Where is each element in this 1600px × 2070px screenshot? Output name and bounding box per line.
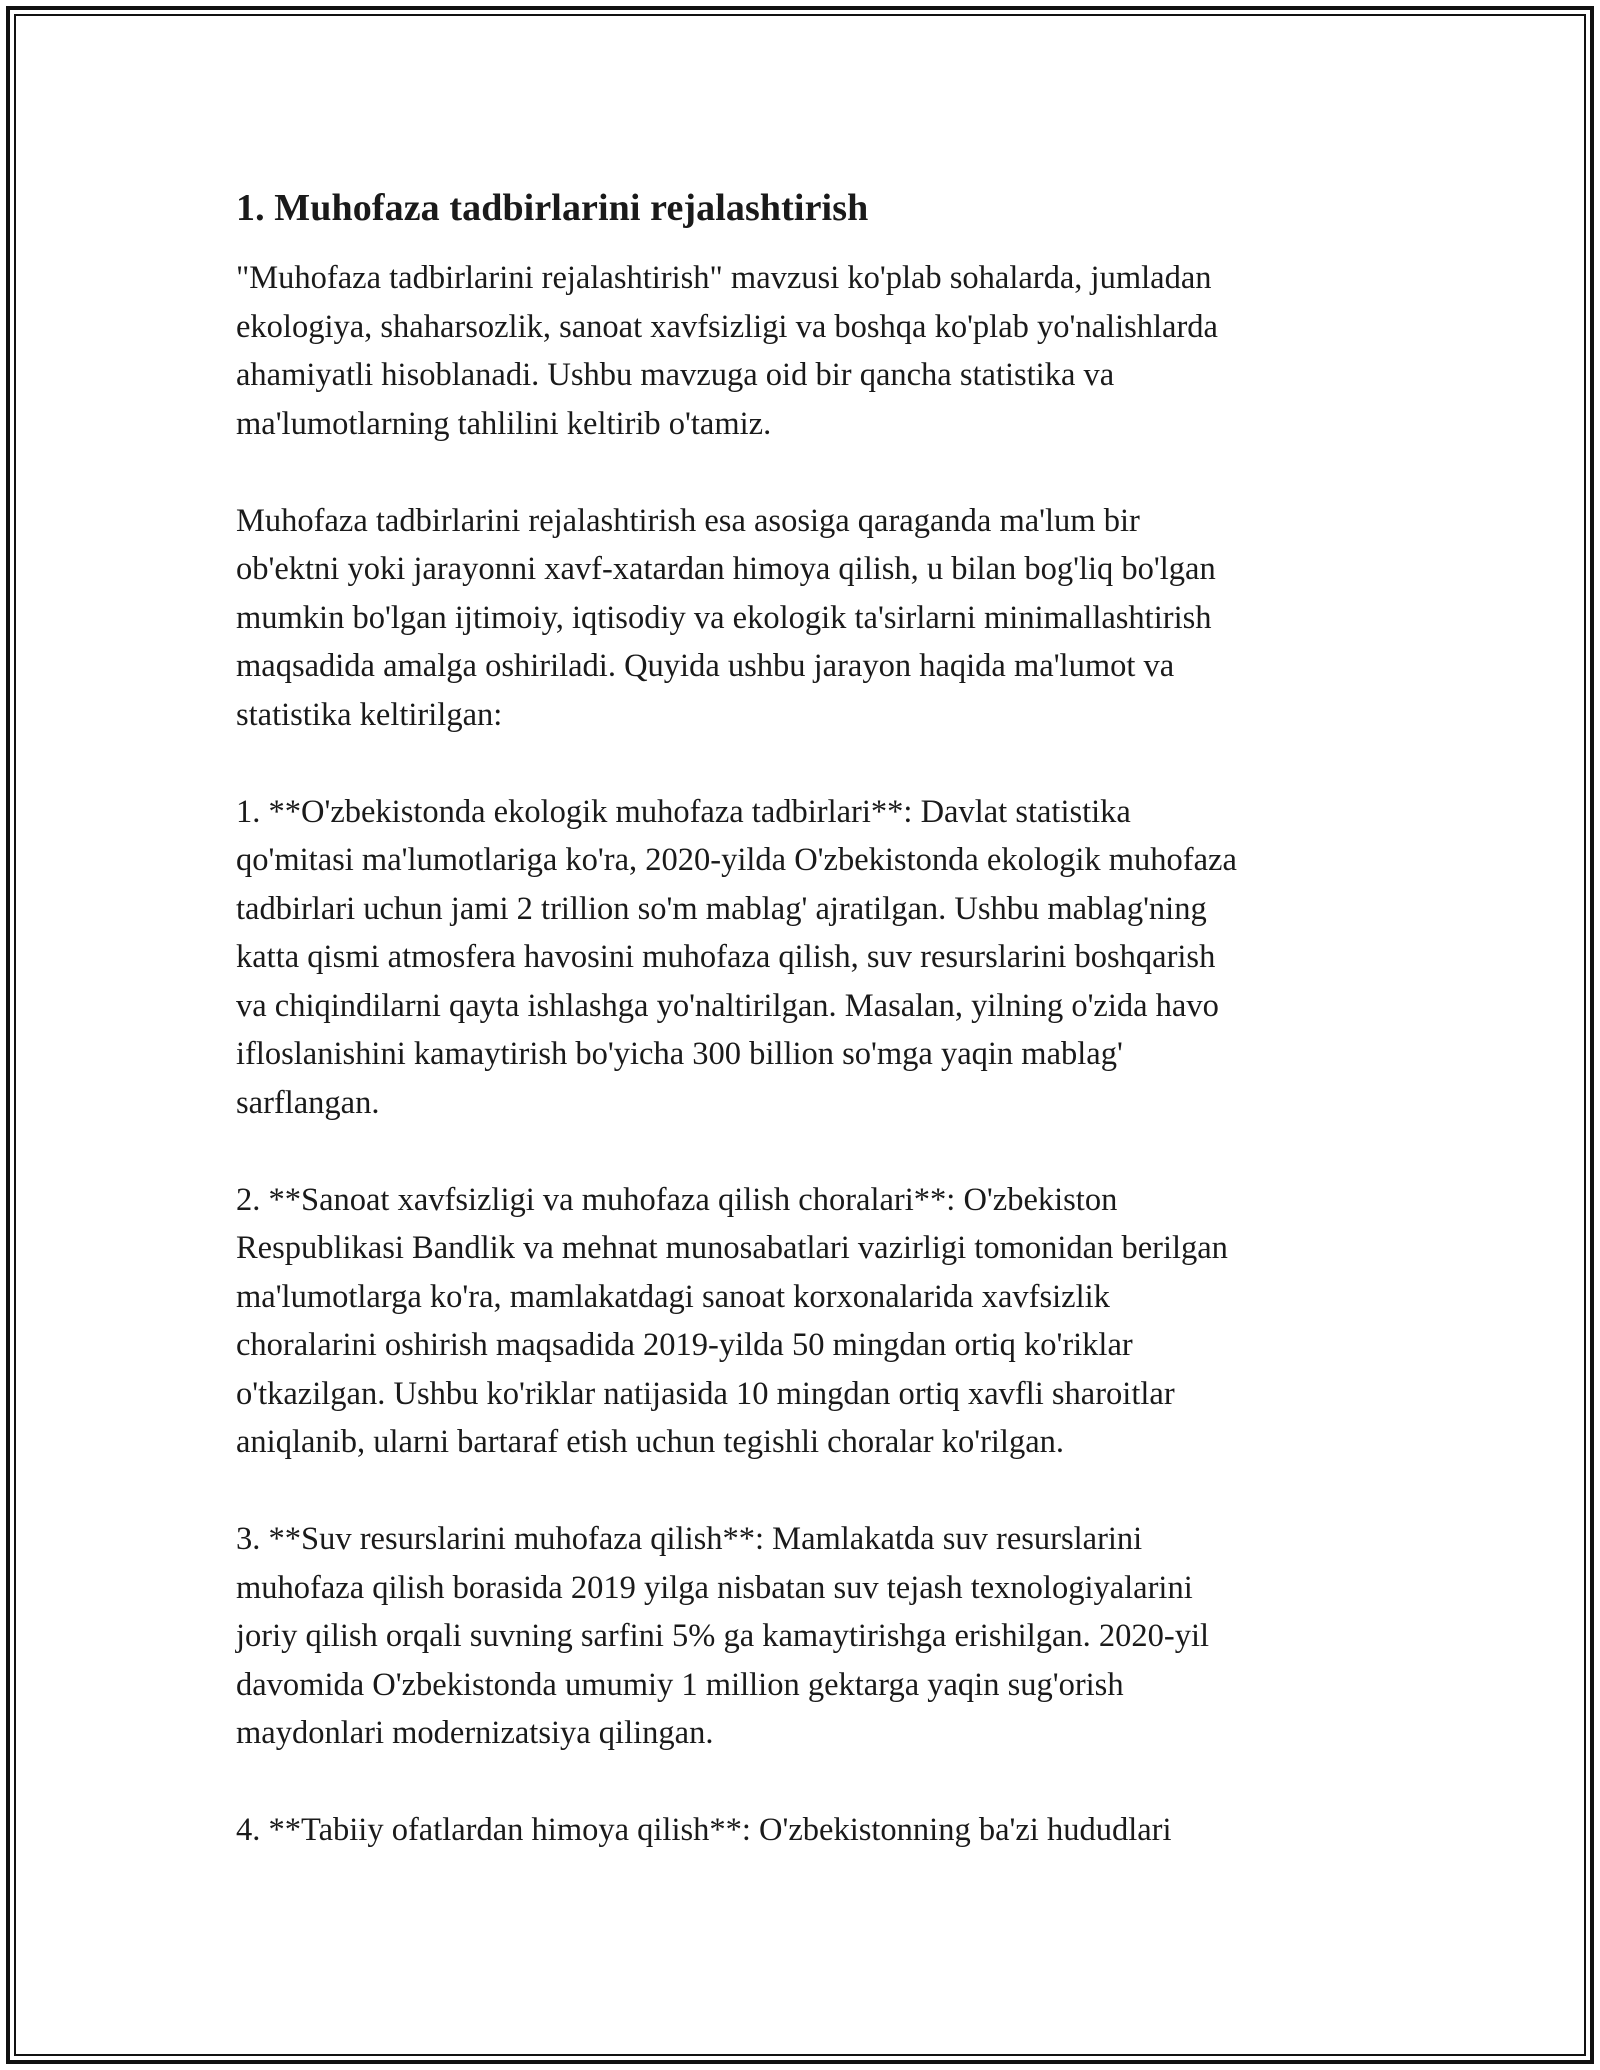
text-line: Muhofaza tadbirlarini rejalashtirish esa asosiga qaraganda ma'lum bir — [236, 502, 1140, 539]
document-body — [236, 184, 1386, 1855]
paragraph-gap — [236, 1467, 1386, 1516]
paragraph-4 — [236, 1176, 1386, 1467]
paragraph-2 — [236, 497, 1386, 740]
paragraph-gap — [236, 1127, 1386, 1176]
text-line: mumkin bo'lgan ijtimoiy, iqtisodiy va ekologik ta'sirlarni minimallashtirish — [236, 599, 1212, 636]
paragraph-gap — [236, 448, 1386, 497]
text-line: ma'lumotlarga ko'ra, mamlakatdagi sanoat korxonalarida xavfsizlik — [236, 1278, 1110, 1315]
paragraph-1 — [236, 254, 1386, 448]
paragraph-gap — [236, 739, 1386, 788]
text-line: joriy qilish orqali suvning sarfini 5% ga kamaytirishga erishilgan. 2020-yil — [236, 1618, 1210, 1654]
text-line: muhofaza qilish borasida 2019 yilga nisbatan suv tejash texnologiyalarini — [236, 1569, 1193, 1606]
paragraph-gap — [236, 1758, 1386, 1807]
text-line: ma'lumotlarning tahlilini keltirib o'tamiz. — [236, 405, 772, 442]
section-heading: 1. Muhofaza tadbirlarini rejalashtirish — [236, 187, 869, 229]
text-line: va chiqindilarni qayta ishlashga yo'naltirilgan. Masalan, yilning o'zida havo — [236, 987, 1219, 1024]
paragraph-list — [236, 254, 1386, 1855]
text-line: statistika keltirilgan: — [236, 696, 503, 733]
text-line: ob'ektni yoki jarayonni xavf-xatardan himoya qilish, u bilan bog'liq bo'lgan — [236, 551, 1216, 587]
text-line: qo'mitasi ma'lumotlariga ko'ra, 2020-yilda O'zbekistonda ekologik muhofaza — [236, 842, 1237, 878]
text-line: aniqlanib, ularni bartaraf etish uchun tegishli choralar ko'rilgan. — [236, 1424, 1065, 1460]
text-line: 3. **Suv resurslarini muhofaza qilish**: Mamlakatda suv resurslarini — [236, 1521, 1143, 1557]
text-line: Respublikasi Bandlik va mehnat munosabatlari vazirligi tomonidan berilgan — [236, 1230, 1228, 1266]
text-line: 2. **Sanoat xavfsizligi va muhofaza qilish choralari**: O'zbekiston — [236, 1181, 1118, 1218]
text-line: katta qismi atmosfera havosini muhofaza qilish, suv resurslarini boshqarish — [236, 939, 1216, 975]
paragraph-6 — [236, 1806, 1386, 1855]
text-line: ahamiyatli hisoblanadi. Ushbu mavzuga oid bir qancha statistika va — [236, 357, 1115, 393]
text-line: maqsadida amalga oshiriladi. Quyida ushbu jarayon haqida ma'lumot va — [236, 648, 1175, 684]
text-line: ekologiya, shaharsozlik, sanoat xavfsizligi va boshqa ko'plab yo'nalishlarda — [236, 308, 1218, 345]
text-line: choralarini oshirish maqsadida 2019-yilda 50 mingdan ortiq ko'riklar — [236, 1327, 1133, 1363]
text-line: "Muhofaza tadbirlarini rejalashtirish" mavzusi ko'plab sohalarda, jumladan — [236, 260, 1212, 296]
text-line: 1. **O'zbekistonda ekologik muhofaza tadbirlari**: Davlat statistika — [236, 793, 1131, 830]
paragraph-3 — [236, 788, 1386, 1128]
text-line: o'tkazilgan. Ushbu ko'riklar natijasida 10 mingdan ortiq xavfli sharoitlar — [236, 1375, 1175, 1412]
text-line: tadbirlari uchun jami 2 trillion so'm mablag' ajratilgan. Ushbu mablag'ning — [236, 890, 1207, 927]
text-line: sarflangan. — [236, 1084, 380, 1121]
text-line: maydonlari modernizatsiya qilingan. — [236, 1715, 714, 1751]
paragraph-5 — [236, 1515, 1386, 1758]
text-line: davomida O'zbekistonda umumiy 1 million gektarga yaqin sug'orish — [236, 1666, 1124, 1703]
text-line: ifloslanishini kamaytirish bo'yicha 300 billion so'mga yaqin mablag' — [236, 1036, 1123, 1072]
text-line: 4. **Tabiiy ofatlardan himoya qilish**: O'zbekistonning ba'zi hududlari — [236, 1812, 1172, 1848]
